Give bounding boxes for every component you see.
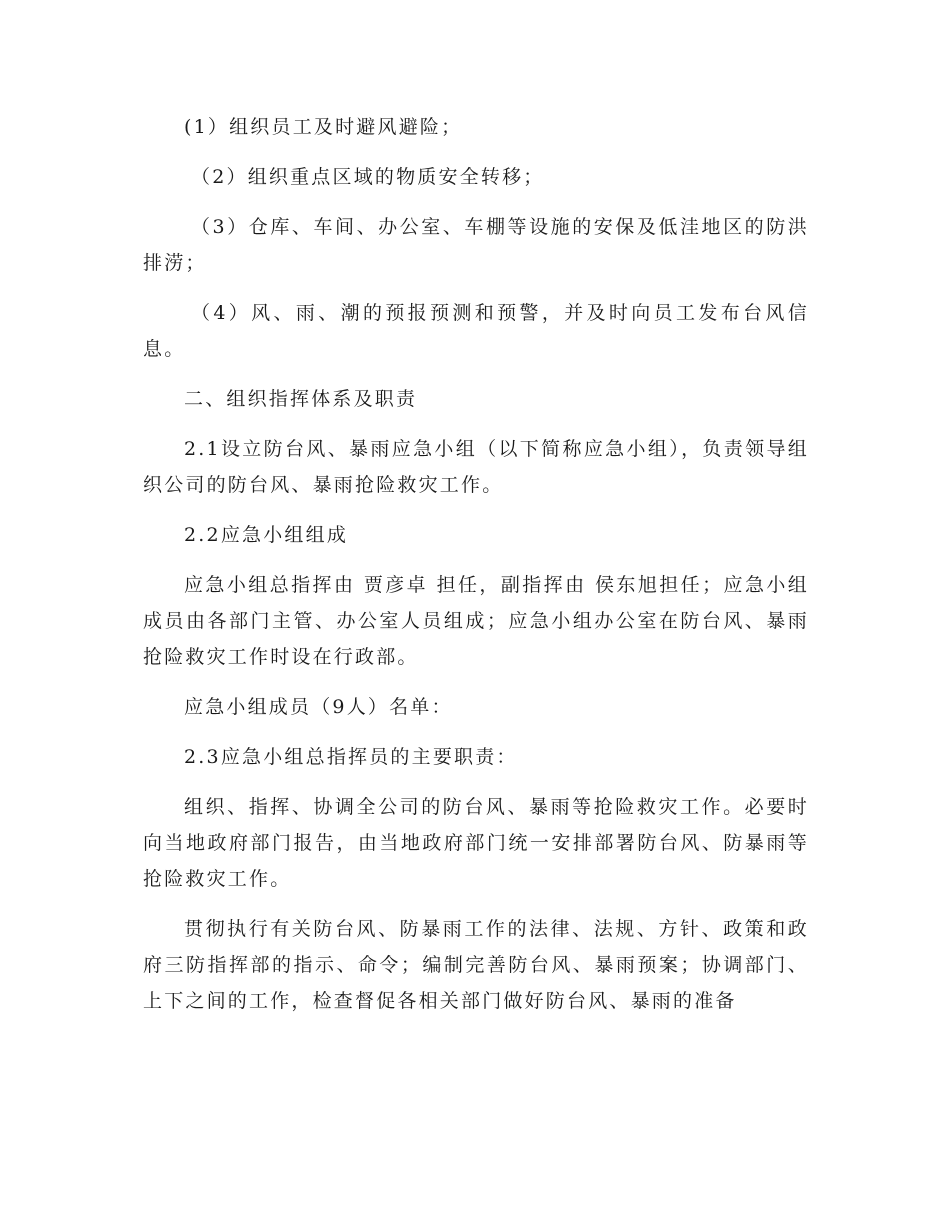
paragraph-2-3: 2.3应急小组总指挥员的主要职责：	[184, 746, 518, 768]
list-item-1: (1）组织员工及时避风避险；	[184, 116, 463, 138]
list-item-3: （3）仓库、车间、办公室、车棚等设施的安保及低洼地区的防洪排涝；	[143, 216, 809, 274]
paragraph-member-list: 应急小组成员（9人）名单：	[184, 696, 453, 718]
document-body	[143, 109, 809, 1019]
paragraph-2-1: 2.1设立防台风、暴雨应急小组（以下简称应急小组），负责领导组织公司的防台风、暴雨抢险救灾工作。	[143, 438, 809, 496]
list-item-4: （4）风、雨、潮的预报预测和预警，并及时向员工发布台风信息。	[143, 302, 809, 360]
paragraph-duties-1: 组织、指挥、协调全公司的防台风、暴雨等抢险救灾工作。必要时向当地政府部门报告，由当地政府部门统一安排部署防台风、防暴雨等抢险救灾工作。	[143, 796, 809, 890]
paragraph-team-composition: 应急小组总指挥由 贾彦卓 担任，副指挥由 侯东旭担任；应急小组成员由各部门主管、办公室人员组成；应急小组办公室在防台风、暴雨抢险救灾工作时设在行政部。	[143, 574, 809, 668]
paragraph-2-2: 2.2应急小组组成	[184, 524, 349, 546]
paragraph-duties-2: 贯彻执行有关防台风、防暴雨工作的法律、法规、方针、政策和政府三防指挥部的指示、命令；编制完善防台风、暴雨预案；协调部门、上下之间的工作，检查督促各相关部门做好防台风、暴雨的准备	[143, 918, 809, 1012]
list-item-2: （2）组织重点区域的物质安全转移；	[191, 166, 545, 188]
section-heading: 二、组织指挥体系及职责	[184, 388, 418, 410]
